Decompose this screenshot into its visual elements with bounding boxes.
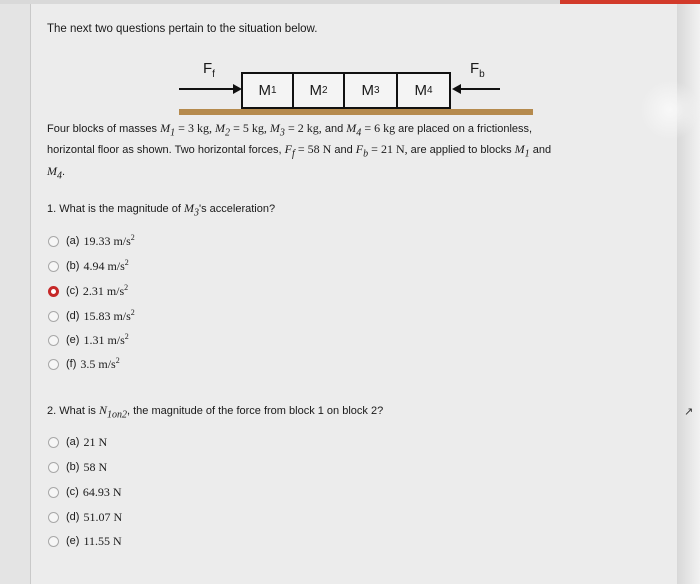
option-letter: (f): [66, 358, 77, 370]
option-value: 51.07 N: [83, 509, 123, 524]
radio-button[interactable]: [48, 512, 59, 523]
radio-button[interactable]: [48, 536, 59, 547]
problem-description: [47, 120, 667, 184]
question-2-title: 2. What is $N_{1on2}$, the magnitude of the force from block 1 on block 2?: [47, 403, 384, 421]
option-value: 58 N: [83, 459, 108, 474]
option-value: 15.83 $m/s^2$: [83, 308, 135, 323]
desc-text: are placed on a frictionless,: [398, 123, 533, 135]
q1-option-b[interactable]: [48, 258, 129, 274]
math-bm1: $M_1$: [514, 142, 530, 160]
q1-option-f[interactable]: [48, 356, 120, 372]
q1-option-a[interactable]: [48, 233, 135, 249]
radio-button[interactable]: [48, 437, 59, 448]
math-m4: $M_4$: [346, 121, 362, 139]
q1-option-e[interactable]: [48, 332, 129, 348]
q2-option-d[interactable]: [48, 509, 122, 525]
radio-button-selected[interactable]: [48, 286, 59, 297]
force-right-line: [460, 88, 500, 90]
option-letter: (a): [66, 235, 80, 247]
option-letter: (c): [66, 285, 79, 297]
block-m1: M 1: [241, 72, 294, 109]
q1-option-d[interactable]: [48, 308, 135, 324]
option-value: 4.94 $m/s^2$: [83, 258, 129, 273]
math-ff: $F_f$: [284, 142, 295, 160]
desc-text: and: [532, 144, 552, 157]
radio-button[interactable]: [48, 236, 59, 247]
desc-text: are applied to blocks: [410, 144, 512, 157]
option-value: 2.31 $m/s^2$: [82, 283, 129, 298]
math-fb: $F_b$: [355, 142, 369, 160]
desc-text: Four blocks of masses: [47, 123, 158, 135]
radio-button[interactable]: [48, 462, 59, 473]
floor: [179, 109, 533, 115]
option-value: 11.55 N: [83, 533, 122, 548]
math-fb-value: = 21 N,: [371, 142, 408, 157]
math-m3-value: = 2 kg,: [287, 121, 322, 135]
option-value: 3.5 $m/s^2$: [80, 356, 120, 371]
desc-text: and: [334, 144, 353, 157]
option-value: 64.93 N: [82, 484, 122, 499]
option-letter: (e): [66, 334, 80, 346]
force-left-line: [179, 88, 234, 90]
math-m2-value: = 5 kg,: [233, 121, 267, 135]
math-m2: $M_2$: [215, 121, 231, 139]
option-letter: (a): [66, 436, 80, 448]
desc-text: .: [62, 165, 66, 178]
q1-option-c[interactable]: [48, 283, 128, 299]
force-left-label: $F_f$: [203, 60, 215, 80]
option-letter: (d): [66, 511, 80, 523]
math-m1: $M_1$: [160, 121, 176, 139]
option-letter: (d): [66, 310, 80, 322]
option-value: 1.31 $m/s^2$: [83, 332, 129, 347]
option-value: 21 N: [83, 434, 108, 449]
math-ff-value: = 58 N: [297, 142, 332, 157]
intro-text: The next two questions pertain to the situation below.: [47, 23, 318, 35]
option-letter: (b): [66, 461, 80, 473]
option-letter: (c): [66, 486, 79, 498]
force-diagram: [0, 0, 700, 120]
radio-button[interactable]: [48, 359, 59, 370]
block-m4: M 4: [396, 72, 451, 109]
q2-option-c[interactable]: [48, 484, 122, 500]
radio-button[interactable]: [48, 311, 59, 322]
mouse-cursor-icon: ↗: [684, 406, 694, 418]
q2-option-b[interactable]: [48, 459, 107, 475]
block-m2: M 2: [292, 72, 345, 109]
question-1-title: 1. What is the magnitude of $M_3's$ acceleration?: [47, 201, 276, 219]
force-right-label: $F_b$: [470, 60, 485, 80]
radio-button[interactable]: [48, 261, 59, 272]
option-letter: (b): [66, 260, 80, 272]
block-m3: M 3: [343, 72, 398, 109]
math-m1-value: = 3 kg,: [178, 121, 212, 135]
math-m4-value: = 6 kg: [364, 121, 396, 135]
q2-option-a[interactable]: [48, 434, 107, 450]
option-value: 19.33 $m/s^2$: [83, 233, 135, 248]
q2-option-e[interactable]: [48, 533, 122, 549]
math-bm4: $M_4$: [47, 163, 62, 182]
radio-button[interactable]: [48, 487, 59, 498]
desc-text: horizontal floor as shown. Two horizontal forces,: [47, 144, 282, 157]
desc-text: and: [324, 123, 344, 135]
radio-button[interactable]: [48, 335, 59, 346]
option-letter: (e): [66, 535, 80, 547]
math-m3: $M_3$: [269, 121, 285, 139]
